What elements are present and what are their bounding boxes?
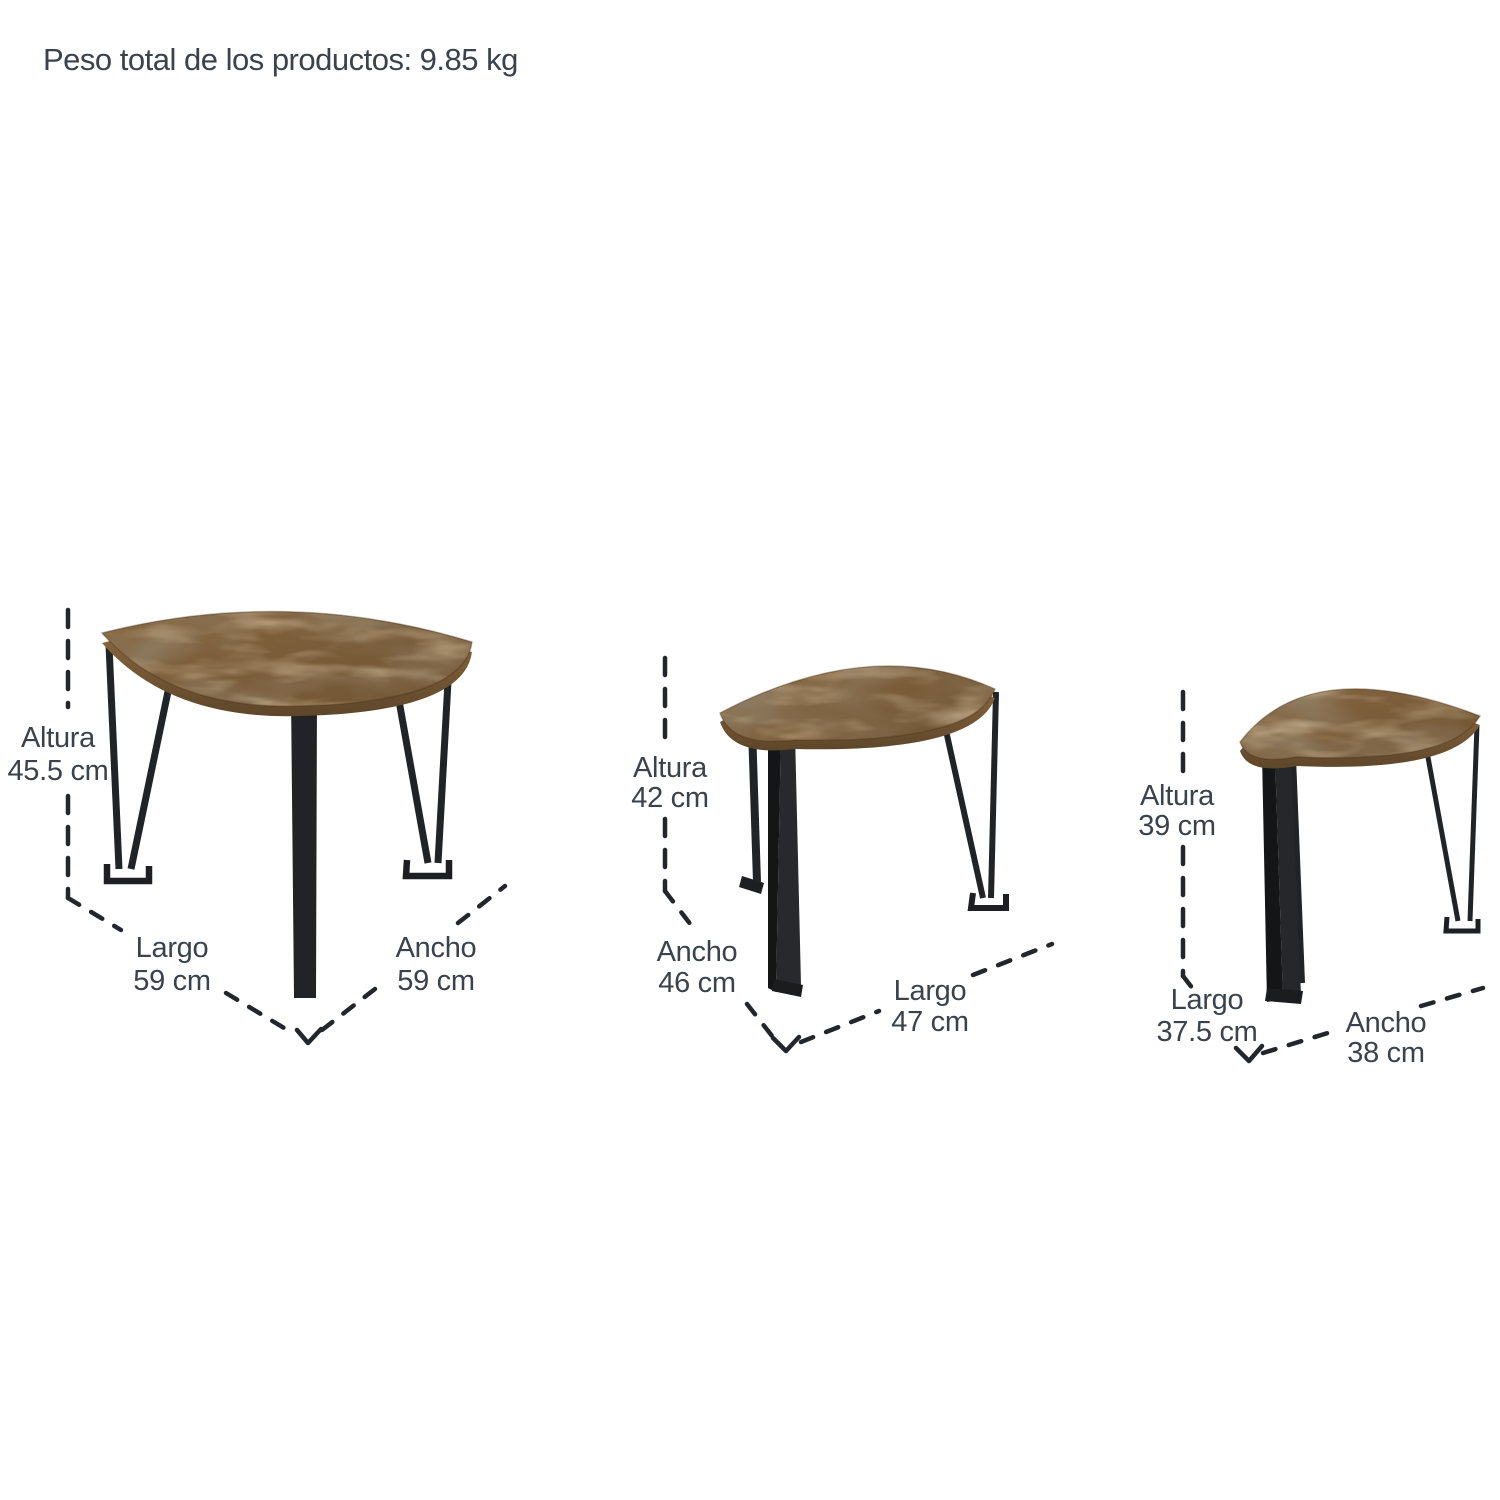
corner-chevron — [773, 1037, 799, 1051]
width-line — [322, 982, 384, 1030]
table-medium-hairpin-rod-left — [941, 708, 983, 898]
length-value: 47 cm — [891, 1006, 969, 1038]
height-label: Altura — [633, 752, 707, 784]
corner-chevron — [1236, 1046, 1262, 1061]
table-small-illustration — [1230, 665, 1490, 1004]
length-line — [973, 944, 1052, 975]
width-label: Ancho — [395, 932, 477, 964]
table-large-left-hairpin-rod-front — [109, 645, 119, 869]
height-label: Altura — [1140, 780, 1214, 812]
corner-chevron — [297, 1029, 321, 1043]
table-medium-illustration — [710, 640, 1006, 997]
labels-layer — [7, 42, 1426, 1069]
width-line — [665, 891, 691, 925]
length-label: Largo — [135, 932, 209, 964]
width-line — [458, 886, 505, 923]
width-label: Ancho — [656, 936, 738, 968]
table-medium-back-leg — [752, 728, 757, 882]
width-value: 59 cm — [397, 965, 475, 997]
width-line — [1421, 988, 1483, 1006]
length-line — [801, 1011, 879, 1042]
height-value: 45.5 cm — [7, 755, 109, 787]
length-label: Largo — [1170, 984, 1244, 1016]
table-small-hairpin-foot — [1446, 917, 1478, 931]
table-medium-top-surface — [710, 640, 1005, 755]
width-value: 46 cm — [658, 967, 736, 999]
length-line — [68, 898, 121, 930]
width-line — [1263, 1032, 1331, 1053]
table-small-hairpin-rod-right — [1470, 725, 1477, 921]
length-value: 37.5 cm — [1156, 1016, 1258, 1048]
height-label: Altura — [21, 722, 95, 754]
length-value: 59 cm — [133, 965, 211, 997]
width-line — [747, 1004, 776, 1041]
table-large-center-leg — [291, 695, 317, 998]
dimension-labels-large — [7, 722, 476, 997]
table-small-top-surface — [1230, 665, 1490, 770]
height-value: 42 cm — [631, 782, 709, 814]
height-value: 39 cm — [1138, 810, 1216, 842]
length-label: Largo — [893, 975, 967, 1007]
width-label: Ancho — [1345, 1007, 1427, 1039]
length-line — [226, 993, 294, 1034]
width-value: 38 cm — [1347, 1037, 1425, 1069]
table-medium-hairpin-rod-right — [991, 692, 996, 898]
total-weight-text: Peso total de los productos: 9.85 kg — [43, 42, 518, 77]
